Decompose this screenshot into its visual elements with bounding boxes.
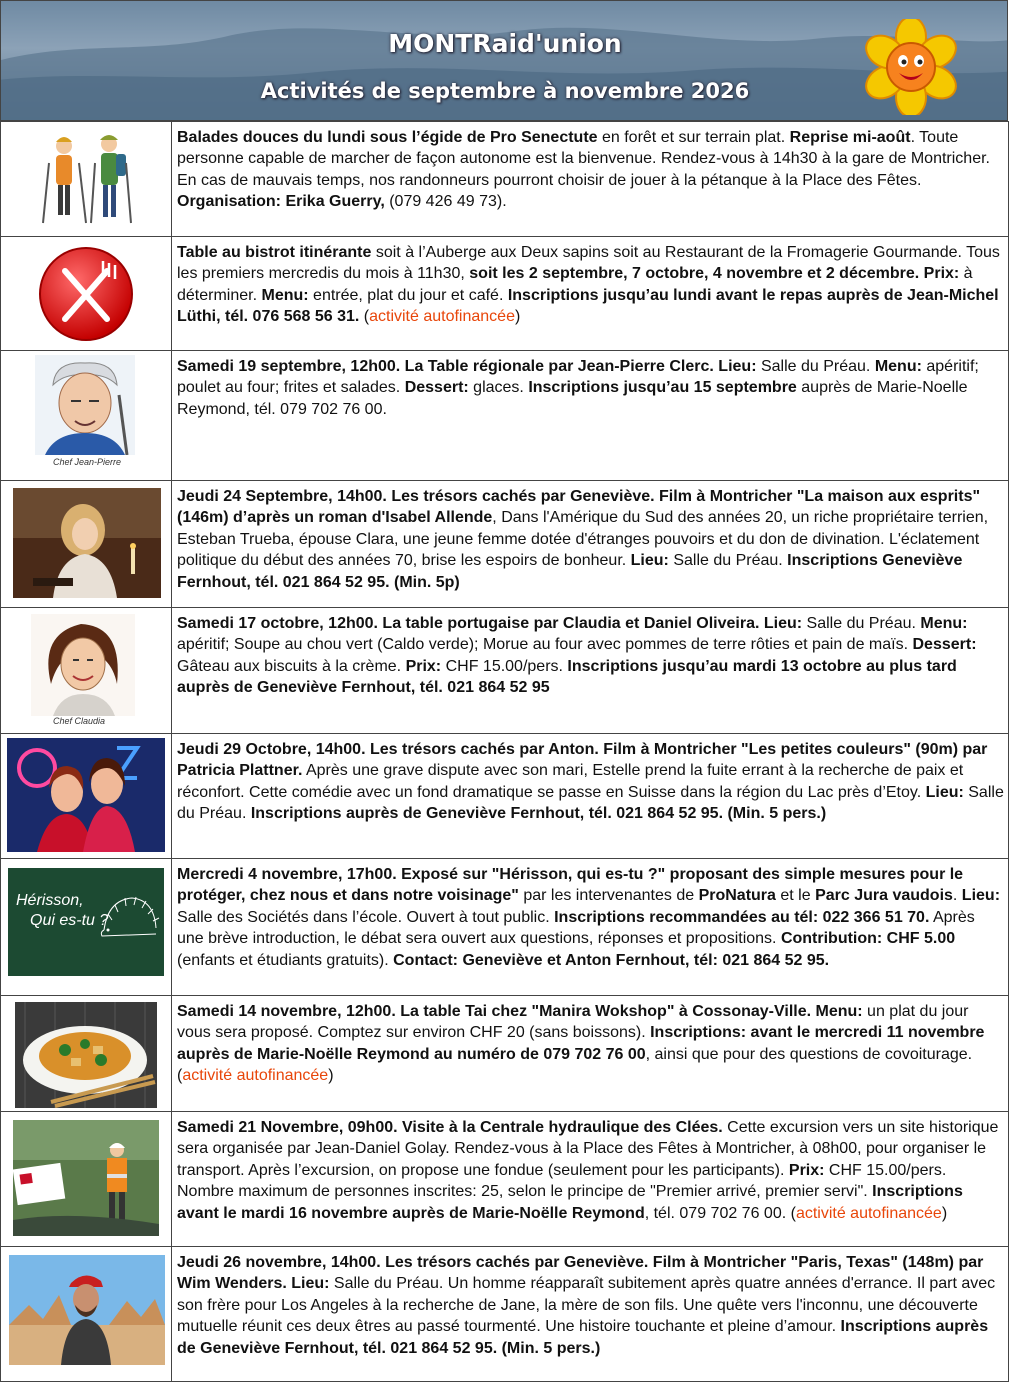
activity-image-cell (1, 122, 172, 237)
activity-description (177, 1119, 998, 1222)
bold-text: Lieu: (718, 358, 757, 375)
activity-image-cell (1, 351, 172, 481)
bold-text: Menu: (261, 286, 309, 304)
activity-text (172, 859, 1009, 996)
body-text: CHF 15.00/pers. (441, 657, 568, 675)
activity-description (177, 1254, 995, 1357)
chef-caption: Chef Jean-Pierre (53, 457, 122, 467)
activity-image-cell (1, 237, 172, 351)
body-text: auprès de Marie-Noelle Reymond, tél. 079 702 76 00. (177, 379, 968, 418)
activity-description (177, 615, 977, 696)
activity-text (172, 1247, 1009, 1382)
bold-text: Inscriptions jusqu’au mardi 13 octobre au plus tard auprès de Geneviève Fernhout, tél. 021 864 52 95 (177, 657, 957, 697)
body-text: Salle du Préau. (756, 358, 875, 375)
fork-knife-icon (37, 245, 135, 343)
body-text: ) (328, 1067, 334, 1085)
bold-text: Inscriptions auprès de Geneviève Fernhout, tél. 021 864 52 95. (Min. 5 pers.) (250, 805, 827, 823)
activity-row (1, 1112, 1009, 1247)
activity-text (172, 608, 1009, 734)
body-text: (enfants et étudiants gratuits). (177, 951, 394, 969)
body-text: Salle du Préau. (668, 552, 788, 570)
bold-text: Inscriptions jusqu’au lundi avant le repas auprès de Jean-Michel Lüthi, tél. 076 568 56 31. (177, 286, 999, 326)
activity-description (177, 488, 988, 591)
self-funded-tag: activité autofinancée (182, 1067, 329, 1085)
body-text: glaces. (468, 379, 529, 397)
body-text: (079 426 49 73). (384, 193, 507, 211)
body-text: , Dans l'Amérique du Sud des années 20, un riche propriétaire terrien, Esteban Trueba, épouse Clara, une jeune femme dotée d'étranges pouvoirs et du don de divination. L'éclatement politique du début des années 70, brise les espoirs de bonheur. (177, 509, 989, 570)
activity-row (1, 481, 1009, 608)
bold-text: Inscriptions: avant le mercredi 11 novembre auprès de Marie-Noëlle Reymond au numéro de 079 702 76 00 (177, 1024, 985, 1063)
body-text: Après une brève introduction, le débat sera ouvert aux questions, réponses et propositions. (177, 908, 975, 948)
bold-text: Dessert: (912, 636, 977, 654)
bold-text: Lieu: (925, 783, 964, 801)
bold-text: Balades douces du lundi sous l’égide de Pro Senectute (177, 129, 598, 146)
page-title: MONTRaid'union (388, 29, 622, 58)
body-text: ) (941, 1204, 948, 1222)
activity-text (172, 1112, 1009, 1247)
bold-text: Mercredi 4 novembre, 17h00. Exposé sur "Hérisson, qui es-tu ?" proposant des simple mesures pour le protéger, chez nous et dans notre voisinage" (177, 866, 964, 905)
bold-text: Lieu: (961, 887, 1001, 905)
body-text: Salle du Préau. (802, 615, 921, 632)
body-text: ) (514, 308, 521, 326)
activity-image-cell (1, 996, 172, 1112)
bold-text: Inscriptions recommandées au tél: 022 366 51 70. (554, 908, 930, 926)
activity-description (177, 866, 1000, 969)
activity-image-cell (1, 481, 172, 608)
bold-text: Prix: (788, 1161, 825, 1179)
bold-text: Contribution: CHF 5.00 (780, 930, 956, 948)
noodle-dish-icon (15, 1002, 157, 1108)
self-funded-tag: activité autofinancée (795, 1204, 942, 1222)
activity-text (172, 481, 1009, 608)
body-text: , tél. 079 702 76 00. ( (644, 1204, 796, 1222)
body-text: Salle du Préau. Un homme réapparaît subitement après quatre années d'errance. Il part avec son frère pour Los Angeles à la recherche de Jane, la mère de son fils. Une quête vers l'inconnu, une découverte mutuelle réunit ces deux êtres au passé tourmenté. Une histoire touchante et pleine d’amour. (177, 1275, 996, 1336)
bold-text: Lieu: (630, 552, 669, 570)
chef-caption: Chef Claudia (53, 716, 106, 726)
body-text: un plat du jour vous sera proposé. Comptez sur environ CHF 20 (sans boissons). (177, 1003, 969, 1042)
bold-text: Samedi 21 Novembre, 09h00. Visite à la Centrale hydraulique des Clées. (177, 1119, 723, 1136)
activity-image-cell (1, 608, 172, 734)
activity-row (1, 351, 1009, 481)
body-text: apéritif; poulet au four; frites et salades. (177, 358, 979, 397)
body-text: Cette excursion vers un site historique sera organisée par Jean-Daniel Golay. Rendez-vous à la Place des Fêtes à Montricher, à 08h00, pour organiser le transport. Après l’excursion, on propose une fondue (seulement pour les participants). (177, 1119, 999, 1179)
bold-text: Jeudi 24 Septembre, 14h00. Les trésors cachés par Geneviève. Film à Montricher "La maison aux esprits" (146m) d’après un roman d'Isabel Allende (177, 488, 981, 527)
activity-text (172, 734, 1009, 859)
bold-text: Menu: (920, 615, 968, 632)
bold-text: soit les 2 septembre, 7 octobre, 4 novembre et 2 décembre. Prix: (469, 265, 960, 283)
activity-text (172, 351, 1009, 481)
body-text: Gâteau aux biscuits à la crème. (177, 657, 406, 675)
activity-description (177, 1003, 984, 1084)
film-still-women-icon (7, 738, 165, 852)
bold-text: Jeudi 26 novembre, 14h00. Les trésors cachés par Geneviève. Film à Montricher "Paris, Texas" (148m) par Wim Wenders. (177, 1254, 984, 1293)
bold-text: Table au bistrot itinérante (177, 244, 372, 261)
body-text: Salle du Préau. (177, 783, 1004, 823)
activity-row (1, 608, 1009, 734)
hedgehog-title: Hérisson, Qui es-tu ? (16, 892, 109, 929)
hedgehog-icon (8, 868, 164, 976)
activity-row (1, 859, 1009, 996)
activity-image-cell (1, 859, 172, 996)
body-text: en forêt et sur terrain plat. (597, 129, 790, 146)
bold-text: Lieu: (291, 1275, 330, 1293)
bold-text: ProNatura (698, 887, 776, 905)
bold-text: Reprise mi-août (789, 129, 911, 146)
bold-text: Parc Jura vaudois (815, 887, 953, 905)
body-text: . (952, 887, 962, 905)
hydro-plant-visit-icon (13, 1120, 159, 1236)
activity-text (172, 122, 1009, 237)
body-text: et le (775, 887, 816, 905)
bold-text: Organisation: Erika Guerry, (177, 193, 385, 211)
activity-description (177, 358, 979, 418)
bold-text: Inscriptions jusqu’au 15 septembre (528, 379, 797, 397)
bold-text: Jeudi 29 Octobre, 14h00. Les trésors cachés par Anton. Film à Montricher "Les petites couleurs" (90m) par Patricia Plattner. (177, 741, 988, 780)
bold-text: Dessert: (404, 379, 469, 397)
activity-text (172, 996, 1009, 1112)
chef-claudia-icon (31, 614, 135, 716)
body-text: Salle des Sociétés dans l’école. Ouvert à tout public. (177, 908, 555, 926)
activity-row (1, 237, 1009, 351)
bold-text: Contact: Geneviève et Anton Fernhout, tél: 021 864 52 95. (393, 951, 830, 969)
activity-text (172, 237, 1009, 351)
man-desert-icon (9, 1255, 165, 1365)
bold-text: Samedi 17 octobre, 12h00. La table portugaise par Claudia et Daniel Oliveira. Lieu: (177, 615, 803, 632)
activities-table (0, 121, 1009, 1382)
smiling-flower-icon (859, 19, 963, 115)
chef-portrait-icon (35, 355, 135, 455)
body-text: Après une grave dispute avec son mari, Estelle prend la fuite errant à la recherche de paix et réconfort. Cette comédie avec un fond dramatique se passe en Suisse dans la région du Lac près d’Etoy. (177, 762, 964, 801)
page-header (0, 0, 1008, 121)
body-text: , ainsi que pour des questions de covoiturage. ( (177, 1045, 973, 1085)
activity-image-cell (1, 1112, 172, 1247)
bold-text: Prix: (405, 657, 442, 675)
bold-text: Inscriptions avant le mardi 16 novembre auprès de Marie-Noëlle Reymond (177, 1183, 963, 1222)
bold-text: Samedi 14 novembre, 12h00. La table Tai chez "Manira Wokshop" à Cossonay-Ville. Menu: (177, 1003, 863, 1020)
activity-description (177, 741, 1004, 822)
activity-row (1, 734, 1009, 859)
body-text: soit à l’Auberge aux Deux sapins soit au Restaurant de la Fromagerie Gourmande. Tous les premiers mercredis du mois à 11h30, (177, 244, 1000, 283)
activity-image-cell (1, 734, 172, 859)
activity-image-cell (1, 1247, 172, 1382)
bold-text: Inscriptions Geneviève Fernhout, tél. 021 864 52 95. (Min. 5p) (177, 552, 963, 591)
bold-text: Samedi 19 septembre, 12h00. La Table régionale par Jean-Pierre Clerc. (177, 358, 714, 375)
body-text: . Toute personne capable de marcher de façon autonome est la bienvenue. Rendez-vous à 14h30 à la gare de Montricher. En cas de mauvais temps, nos randonneurs pourront choisir de jouer à la pétanque à la Place des Fêtes. (177, 129, 990, 189)
body-text: CHF 15.00/pers. Nombre maximum de personnes inscrites: 25, selon le principe de "Premier arrivé, premier servi". (177, 1161, 947, 1201)
self-funded-tag: activité autofinancée (369, 308, 515, 326)
activity-row (1, 1247, 1009, 1382)
bold-text: Menu: (874, 358, 922, 375)
body-text: entrée, plat du jour et café. (308, 286, 508, 304)
page-subtitle: Activités de septembre à novembre 2026 (260, 79, 750, 103)
body-text: apéritif; Soupe au chou vert (Caldo verde); Morue au four avec pommes de terre rôties et pain de maïs. (177, 636, 913, 654)
film-still-girl-icon (13, 488, 161, 598)
activity-description (177, 129, 990, 210)
body-text: à déterminer. (177, 265, 973, 304)
hikers-icon (31, 128, 141, 228)
body-text: ( (359, 308, 370, 326)
bold-text: Inscriptions auprès de Geneviève Fernhout, tél. 021 864 52 95. (Min. 5 pers.) (177, 1318, 989, 1357)
activity-description (177, 244, 1000, 325)
body-text: par les intervenantes de (518, 887, 699, 905)
activity-row (1, 122, 1009, 237)
activity-row (1, 996, 1009, 1112)
